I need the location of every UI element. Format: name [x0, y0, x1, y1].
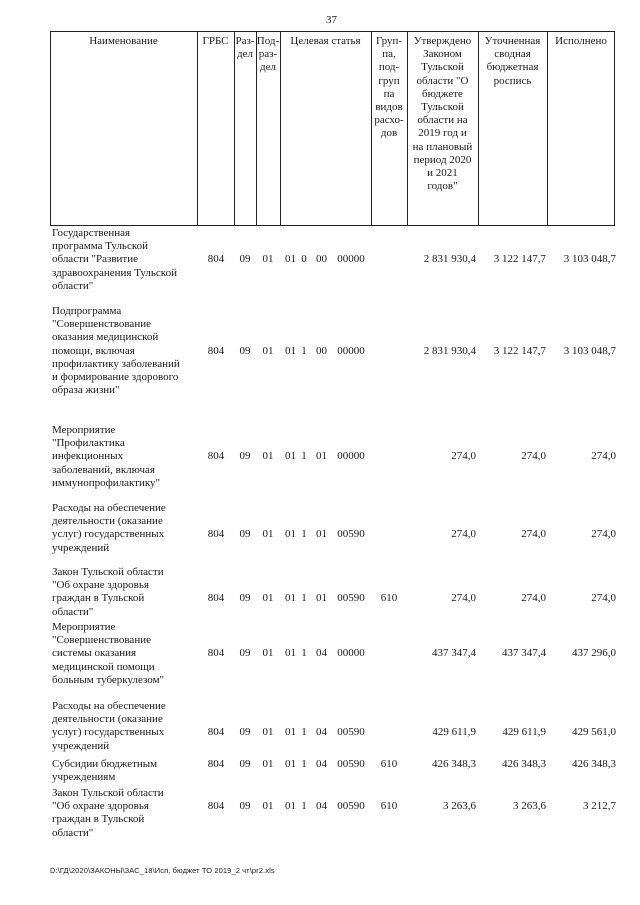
cell-target-program: 01 — [285, 592, 296, 605]
header-executed: Исполнено — [555, 35, 607, 47]
cell-expense-type: 610 — [380, 592, 398, 605]
cell-razdel: 09 — [239, 592, 251, 605]
cell-approved: 2 831 930,4 — [423, 253, 476, 266]
row-name: Субсидии бюджетным учреждениям — [52, 758, 158, 784]
cell-target-direction: 00000 — [337, 253, 365, 266]
cell-target-subprogram: 1 — [301, 528, 307, 541]
cell-approved: 2 831 930,4 — [423, 344, 476, 357]
cell-executed: 429 561,0 — [572, 726, 616, 739]
cell-target-direction: 00590 — [337, 592, 365, 605]
cell-target-direction: 00590 — [337, 800, 365, 813]
cell-executed: 3 103 048,7 — [563, 253, 616, 266]
row-name: Мероприятие "Совершенствование системы оказания медицинской помощи больным туберкулезом" — [52, 621, 165, 686]
header-name: Наименование — [89, 35, 158, 47]
cell-target-event: 04 — [316, 758, 327, 770]
cell-razdel: 09 — [239, 758, 251, 770]
row-name: Расходы на обеспечение деятельности (оказание услуг) государственных учреждений — [52, 502, 166, 554]
cell-target-subprogram: 0 — [301, 253, 307, 266]
cell-razdel: 09 — [239, 450, 251, 463]
cell-executed: 274,0 — [591, 450, 616, 463]
cell-target-subprogram: 1 — [301, 800, 307, 813]
cell-approved: 3 263,6 — [443, 800, 476, 813]
cell-target-direction: 00000 — [337, 344, 365, 357]
cell-target-event: 01 — [316, 528, 327, 541]
cell-target-direction: 00590 — [337, 528, 365, 541]
cell-target-program: 01 — [285, 800, 296, 813]
cell-grbs: 804 — [207, 253, 225, 266]
cell-approved: 437 347,4 — [432, 647, 476, 660]
cell-approved: 429 611,9 — [432, 726, 476, 739]
cell-target-event: 04 — [316, 726, 327, 739]
cell-grbs: 804 — [207, 726, 225, 739]
cell-target-direction: 00000 — [337, 647, 365, 660]
cell-podrazdel: 01 — [262, 592, 274, 605]
cell-approved: 274,0 — [451, 450, 476, 463]
cell-refined: 429 611,9 — [502, 726, 546, 739]
cell-expense-type: 610 — [380, 800, 398, 813]
cell-refined: 274,0 — [521, 450, 546, 463]
cell-target-event: 04 — [316, 800, 327, 813]
cell-target-event: 00 — [316, 344, 327, 357]
cell-executed: 274,0 — [591, 592, 616, 605]
cell-refined: 274,0 — [521, 592, 546, 605]
cell-target-direction: 00590 — [337, 758, 365, 770]
cell-refined: 426 348,3 — [502, 758, 546, 770]
row-name: Мероприятие "Профилактика инфекционных заболеваний, включая иммунопрофилактику" — [52, 424, 161, 489]
row-name: Государственная программа Тульской области "Развитие здравоохранения Тульской области" — [52, 227, 177, 292]
cell-podrazdel: 01 — [262, 758, 274, 770]
cell-razdel: 09 — [239, 528, 251, 541]
cell-approved: 274,0 — [451, 592, 476, 605]
cell-target-subprogram: 1 — [301, 450, 307, 463]
cell-target-program: 01 — [285, 758, 296, 770]
cell-target-event: 00 — [316, 253, 327, 266]
cell-refined: 437 347,4 — [502, 647, 546, 660]
column-divider — [197, 31, 198, 226]
header-approved: Утверждено Законом Тульской области "О бюджете Тульской области на 2019 год и на плановый период 2020 и 2021 годов" — [412, 35, 473, 193]
cell-expense-type: 610 — [380, 758, 398, 770]
row-name: Закон Тульской области "Об охране здоровья граждан в Тульской области" — [52, 566, 164, 618]
cell-podrazdel: 01 — [262, 450, 274, 463]
cell-target-program: 01 — [285, 726, 296, 739]
row-name: Подпрограмма "Совершенствование оказания медицинской помощи, включая профилактику заболеваний и формирование здорового образа жизни" — [52, 305, 180, 397]
cell-target-direction: 00590 — [337, 726, 365, 739]
header-podrazdel: Под- раз- дел — [256, 35, 280, 74]
cell-target-program: 01 — [285, 344, 296, 357]
page-number: 37 — [326, 14, 337, 26]
cell-podrazdel: 01 — [262, 253, 274, 266]
cell-razdel: 09 — [239, 800, 251, 813]
header-grbs: ГРБС — [202, 35, 229, 47]
cell-target-direction: 00000 — [337, 450, 365, 463]
header-expense-group: Груп- па, под- груп па видов расхо- дов — [374, 35, 404, 140]
cell-approved: 426 348,3 — [432, 758, 476, 770]
cell-refined: 274,0 — [521, 528, 546, 541]
column-divider — [547, 31, 548, 226]
row-name: Закон Тульской области "Об охране здоровья граждан в Тульской области" — [52, 787, 164, 839]
cell-target-event: 01 — [316, 450, 327, 463]
header-refined: Уточненная сводная бюджетная роспись — [484, 35, 541, 87]
header-razdel: Раз- дел — [235, 35, 255, 61]
cell-podrazdel: 01 — [262, 344, 274, 357]
column-divider — [280, 31, 281, 226]
cell-podrazdel: 01 — [262, 726, 274, 739]
cell-refined: 3 122 147,7 — [493, 253, 546, 266]
cell-razdel: 09 — [239, 344, 251, 357]
cell-grbs: 804 — [207, 344, 225, 357]
cell-target-subprogram: 1 — [301, 726, 307, 739]
row-name: Расходы на обеспечение деятельности (оказание услуг) государственных учреждений — [52, 700, 166, 752]
cell-refined: 3 122 147,7 — [493, 344, 546, 357]
cell-razdel: 09 — [239, 647, 251, 660]
cell-grbs: 804 — [207, 528, 225, 541]
cell-target-program: 01 — [285, 528, 296, 541]
cell-approved: 274,0 — [451, 528, 476, 541]
cell-grbs: 804 — [207, 800, 225, 813]
cell-executed: 426 348,3 — [572, 758, 616, 770]
cell-target-program: 01 — [285, 450, 296, 463]
cell-executed: 3 212,7 — [583, 800, 616, 813]
cell-grbs: 804 — [207, 450, 225, 463]
cell-target-program: 01 — [285, 253, 296, 266]
cell-executed: 3 103 048,7 — [563, 344, 616, 357]
cell-target-subprogram: 1 — [301, 344, 307, 357]
cell-target-event: 04 — [316, 647, 327, 660]
cell-target-event: 01 — [316, 592, 327, 605]
cell-podrazdel: 01 — [262, 528, 274, 541]
cell-target-subprogram: 1 — [301, 647, 307, 660]
file-path-footer: D:\ГД\2020\ЗАКОНЫ\ЗАС_18\Исп. бюджет ТО 2019_2 чт\pr2.xls — [50, 866, 275, 875]
cell-executed: 437 296,0 — [572, 647, 616, 660]
header-target-article: Целевая статья — [290, 35, 361, 47]
cell-refined: 3 263,6 — [513, 800, 546, 813]
cell-podrazdel: 01 — [262, 647, 274, 660]
cell-razdel: 09 — [239, 253, 251, 266]
cell-target-subprogram: 1 — [301, 592, 307, 605]
cell-grbs: 804 — [207, 647, 225, 660]
cell-podrazdel: 01 — [262, 800, 274, 813]
cell-grbs: 804 — [207, 758, 225, 770]
cell-razdel: 09 — [239, 726, 251, 739]
cell-executed: 274,0 — [591, 528, 616, 541]
cell-target-program: 01 — [285, 647, 296, 660]
cell-target-subprogram: 1 — [301, 758, 307, 770]
cell-grbs: 804 — [207, 592, 225, 605]
